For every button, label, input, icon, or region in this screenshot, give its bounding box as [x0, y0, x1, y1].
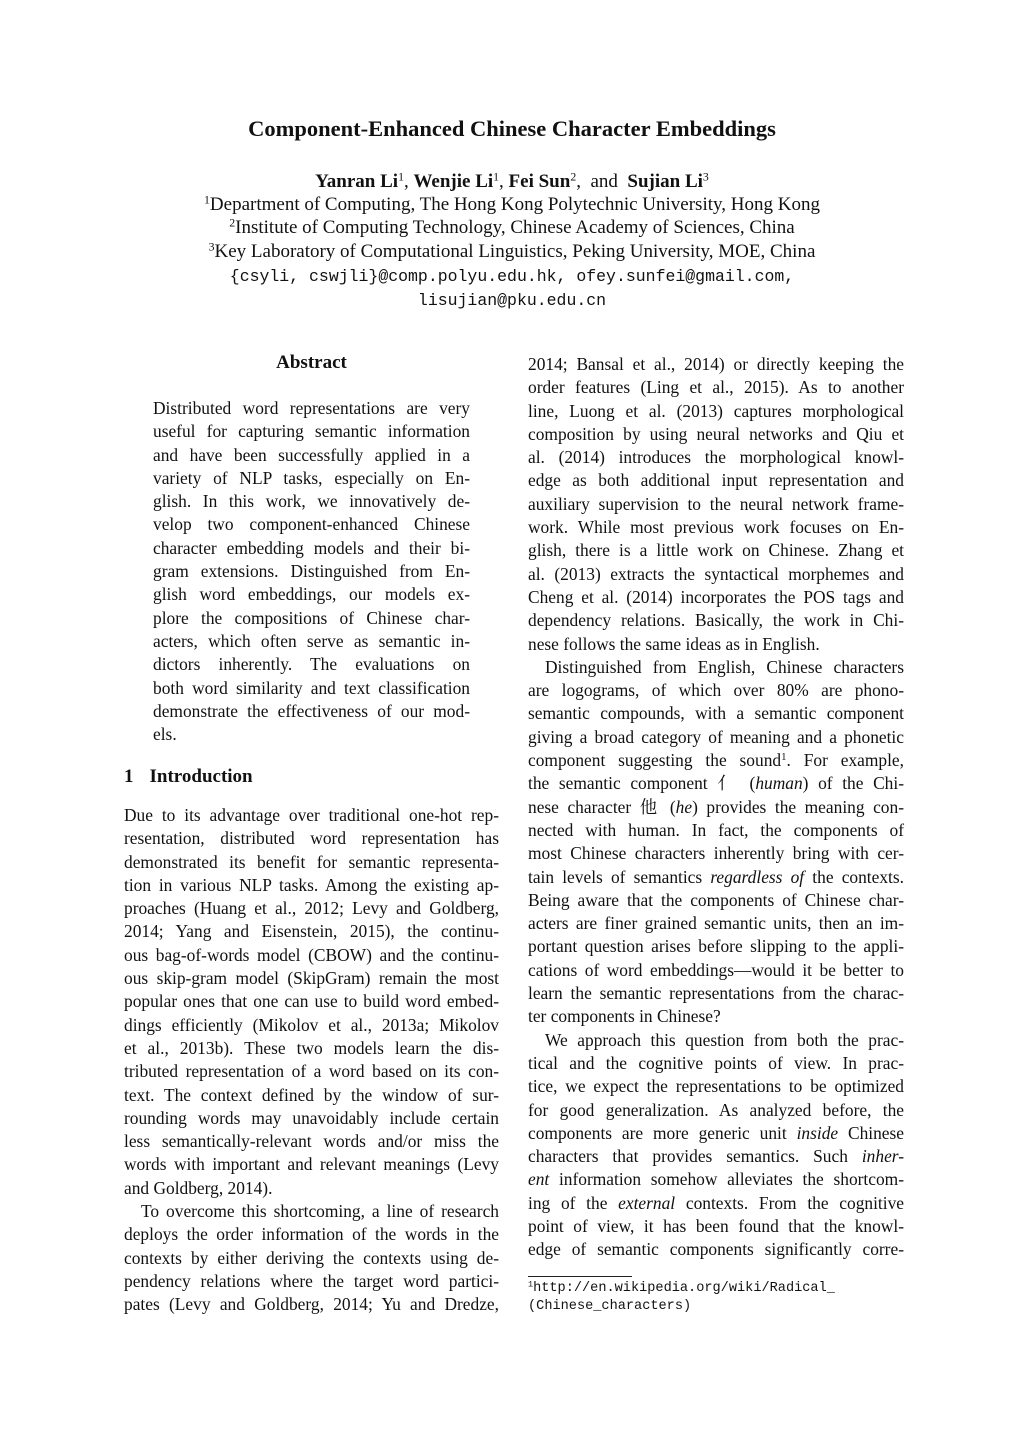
text-line: components are more generic unit inside Chinese	[528, 1122, 905, 1143]
affiliation-number: 2	[229, 216, 236, 230]
text-line: resentation, distributed word representation has	[124, 828, 499, 849]
text-line: demonstrate the effectiveness of our mod-	[153, 700, 470, 721]
author-name: Fei Sun	[508, 171, 571, 192]
text-line: variety of NLP tasks, especially on En-	[153, 467, 470, 488]
text-line: and Goldberg, 2014).	[124, 1177, 273, 1198]
text-line: auxiliary supervision to the neural network frame-	[528, 493, 904, 514]
text-line: tical and the cognitive points of view. In prac-	[528, 1052, 904, 1073]
text-line: less semantically-relevant words and/or miss the	[124, 1131, 499, 1152]
affiliation	[0, 194, 1024, 216]
text-line: composition by using neural networks and Qiu et	[528, 423, 904, 444]
paragraph	[124, 804, 499, 1200]
author-affiliation-mark: 3	[702, 170, 709, 184]
text-line: contexts by either deriving the contexts using de-	[124, 1247, 499, 1268]
text-line: semantic compounds, with a semantic component	[528, 703, 904, 724]
text-line: velop two component-enhanced Chinese	[153, 514, 470, 535]
text-line: glish, there is a little work on Chinese. Zhang et	[528, 540, 904, 561]
text-line: 2014; Bansal et al., 2014) or directly keeping the	[528, 354, 904, 374]
text-line: popular ones that one can use to build word embed-	[124, 991, 499, 1012]
text-line: acters are finer grained semantic units, then an im-	[528, 913, 904, 934]
authors-and: and	[590, 171, 618, 192]
text-line: work. While most previous work focuses on En-	[528, 517, 904, 538]
text-line: tion in various NLP tasks. Among the existing ap-	[124, 874, 499, 895]
text-line: 2014; Yang and Eisenstein, 2015), the continu-	[124, 921, 499, 942]
affiliation-number: 1	[204, 193, 210, 207]
text-line: cations of word embeddings—would it be better to	[528, 959, 904, 980]
text-line: Cheng et al. (2014) incorporates the POS tags and	[528, 586, 904, 607]
affiliation-text: Institute of Computing Technology, Chinese Academy of Sciences, China	[235, 217, 795, 238]
text-line: We approach this question from both the prac-	[545, 1029, 904, 1050]
text-line: for good generalization. As analyzed before, the	[528, 1099, 904, 1120]
section-heading-introduction	[124, 766, 253, 788]
footnote-number: 1	[528, 1279, 534, 1290]
paper-title: Component-Enhanced Chinese Character Embeddings	[248, 116, 776, 141]
text-line: nese follows the same ideas as in English.	[528, 633, 820, 654]
text-line: ous skip-gram model (SkipGram) remain the most	[124, 968, 499, 989]
author-name: Wenjie Li	[413, 171, 494, 192]
text-line: text. The context defined by the window of sur-	[124, 1084, 499, 1105]
text-line: words with important and relevant meanings (Levy	[124, 1154, 499, 1175]
text-line: acters, which often serve as semantic in-	[153, 630, 470, 651]
text-line: learn the semantic representations from the charac-	[528, 983, 904, 1004]
affiliation-number: 3	[208, 240, 215, 254]
text-line: nese character 他 (he) provides the meaning con-	[528, 796, 904, 817]
paragraph	[528, 353, 904, 656]
author-affiliation-mark: 1	[493, 170, 500, 184]
author-affiliation-mark: 2	[570, 170, 577, 184]
text-line: most Chinese characters inherently bring with cer-	[528, 843, 904, 864]
text-line: the semantic component 亻 (human) of the Chi-	[528, 773, 905, 794]
footnote-rule	[528, 1276, 632, 1277]
text-line: point of view, it has been found that the knowl-	[528, 1215, 904, 1236]
author-emails: {csyli, cswjli}@comp.polyu.edu.hk, ofey.sunfei@gmail.com,	[229, 267, 795, 286]
text-line: dictors inherently. The evaluations on	[153, 654, 470, 675]
text-line: glish. In this work, we innovatively de-	[153, 491, 470, 512]
text-line: et al., 2013b). These two models learn the dis-	[124, 1037, 499, 1058]
text-line: edge as both additional input representation and	[528, 470, 904, 491]
author-name: Sujian Li	[627, 171, 703, 192]
text-line: character embedding models and their bi-	[153, 537, 470, 558]
affiliation-text: Department of Computing, The Hong Kong Polytechnic University, Hong Kong	[209, 194, 820, 215]
text-line: nected with human. In fact, the components of	[528, 819, 904, 840]
paragraph	[124, 1200, 499, 1316]
text-line: ous bag-of-words model (CBOW) and the continu-	[124, 944, 499, 965]
right-column-body	[528, 353, 904, 1262]
text-line: tice, we expect the representations to be optimized	[528, 1076, 904, 1097]
text-line: tributed representation of a word based on its con-	[124, 1061, 499, 1082]
text-line: Distributed word representations are very	[153, 398, 470, 418]
author-name: Yanran Li	[315, 171, 399, 192]
text-line: useful for capturing semantic information	[153, 421, 470, 442]
footnote	[528, 1280, 835, 1316]
footnote-url: http://en.wikipedia.org/wiki/Radical_	[533, 1281, 835, 1296]
text-line: order features (Ling et al., 2015). As to another	[528, 377, 904, 398]
abstract-heading: Abstract	[276, 352, 347, 373]
text-line: To overcome this shortcoming, a line of research	[141, 1201, 499, 1222]
text-line: edge of semantic components significantly corre-	[528, 1239, 904, 1260]
text-line: Distinguished from English, Chinese characters	[545, 656, 904, 677]
text-line: al. (2014) introduces the morphological knowl-	[528, 447, 904, 468]
text-line: glish word embeddings, our models ex-	[153, 584, 470, 605]
text-line: Due to its advantage over traditional one-hot rep-	[124, 805, 499, 825]
text-line: ing of the external contexts. From the cognitive	[528, 1192, 905, 1213]
section-number: 1	[124, 766, 134, 787]
abstract-body	[153, 397, 470, 746]
text-line: pendency relations where the target word partici-	[124, 1270, 499, 1291]
section-title: Introduction	[149, 766, 253, 787]
text-line: portant question arises before slipping to the appli-	[528, 936, 904, 957]
affiliation	[0, 217, 1024, 239]
text-line: deploys the order information of the words in the	[124, 1224, 499, 1245]
text-line: component suggesting the sound$^1$. For example,	[528, 750, 904, 771]
text-line: line, Luong et al. (2013) captures morphological	[528, 400, 904, 421]
paragraph	[528, 1029, 904, 1262]
author-affiliation-mark: 1	[398, 170, 404, 184]
text-line: characters that provides semantics. Such inher-	[528, 1146, 904, 1167]
text-line: ent information somehow alleviates the shortcom-	[528, 1169, 904, 1190]
text-line: al. (2013) extracts the syntactical morphemes and	[528, 563, 904, 584]
text-line: rounding words may unavoidably include certain	[124, 1107, 499, 1128]
text-line: gram extensions. Distinguished from En-	[153, 561, 470, 582]
text-line: Being aware that the components of Chinese char-	[528, 889, 904, 910]
text-line: giving a broad category of meaning and a phonetic	[528, 726, 904, 747]
text-line: dependency relations. Basically, the work in Chi-	[528, 610, 904, 631]
text-line: dings efficiently (Mikolov et al., 2013a; Mikolov	[124, 1014, 499, 1035]
text-line: plore the compositions of Chinese char-	[153, 607, 470, 628]
text-line: are logograms, of which over 80% are phono-	[528, 680, 904, 701]
paragraph	[528, 656, 904, 1029]
text-line: tain levels of semantics regardless of the contexts.	[528, 866, 904, 887]
affiliation-text: Key Laboratory of Computational Linguistics, Peking University, MOE, China	[214, 241, 816, 262]
text-line: ter components in Chinese?	[528, 1006, 721, 1027]
author-emails: lisujian@pku.edu.cn	[417, 291, 607, 310]
text-line: demonstrated its benefit for semantic representa-	[124, 851, 499, 872]
text-line: proaches (Huang et al., 2012; Levy and Goldberg,	[124, 898, 499, 919]
text-line: both word similarity and text classification	[153, 677, 470, 698]
affiliation	[0, 241, 1024, 263]
paragraph	[153, 397, 470, 746]
text-line: pates (Levy and Goldberg, 2014; Yu and Dredze,	[124, 1294, 499, 1315]
left-column-body	[124, 804, 499, 1317]
text-line: and have been successfully applied in a	[153, 444, 470, 465]
footnote-url: (Chinese_characters)	[528, 1299, 692, 1314]
text-line: els.	[153, 724, 177, 745]
author-list: Yanran Li$^1$, Wenjie Li$^1$, Fei Sun$^2$, and Sujian Li$^3$	[315, 170, 709, 192]
